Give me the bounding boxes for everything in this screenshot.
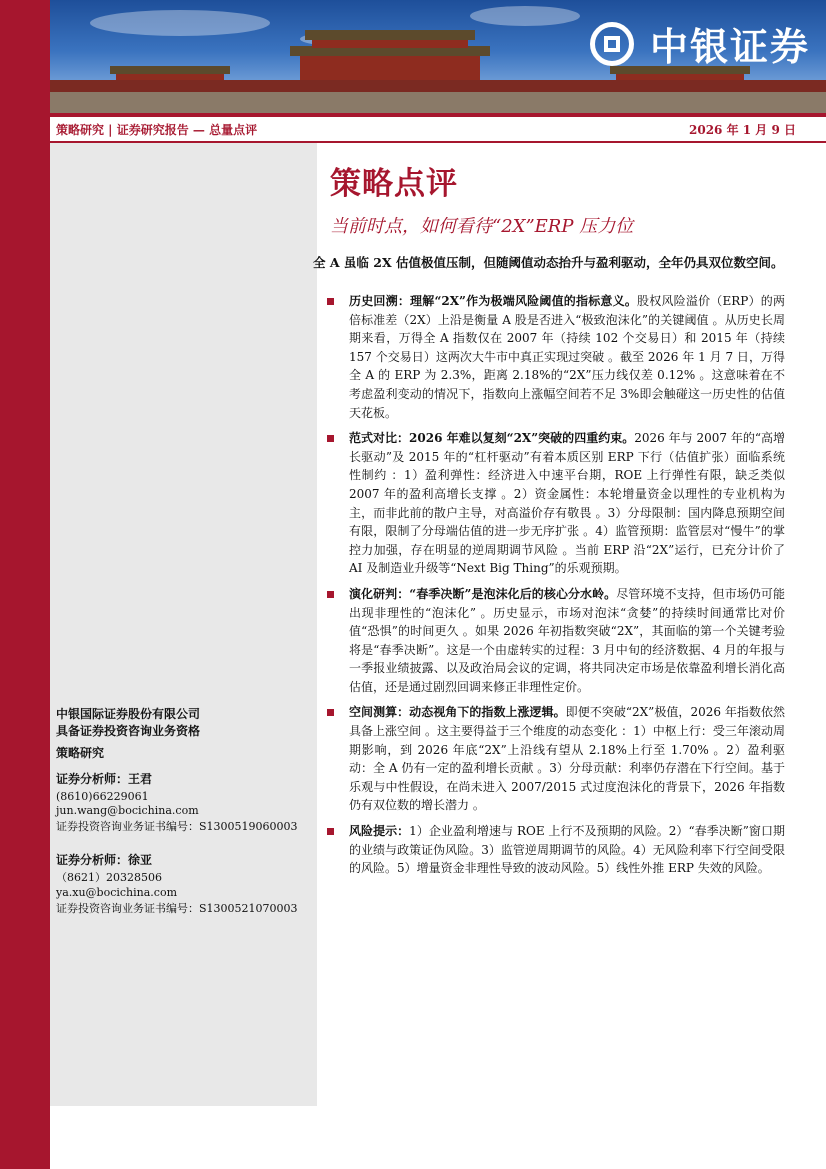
list-item: [325, 822, 785, 878]
palace-roof: [110, 66, 230, 74]
bullet-body: 股权风险溢价（ERP）的两倍标准差（2X）上沿是衡量 A 股是否进入“极致泡沫化”的关键阈值 。从历史长周期来看，万得全 A 指数仅在 2007 年（持续 102 个交易日）和 2015 年（持续 157 个交易日）这两次大牛市中真正实现过突破 。截至 2026 年 1 月 7 日，万得全 A 的 ERP 为 2.3%，距离 2.18%的“2X”压力线仅差 0.12% 。这意味着在不考虑盈利变动的情况下，指数向上涨幅空间若不足 3%即会触碰这一历史性的估值天花板。: [349, 294, 785, 420]
analyst-title: 证券分析师：徐亚: [56, 853, 153, 867]
bullet-lead: 风险提示：: [349, 824, 410, 839]
bullet-lead: 历史回溯：理解“2X”作为极端风险阈值的指标意义。: [349, 294, 638, 308]
report-title: 策略点评: [330, 166, 458, 202]
report-summary: 全 A 虽临 2X 估值极值压制，但随阈值动态抬升与盈利驱动，全年仍具双位数空间。: [313, 255, 784, 270]
company-qualification: 具备证券投资咨询业务资格: [56, 724, 201, 738]
palace-plaza: [50, 92, 826, 113]
cloud-shape: [470, 6, 580, 26]
cloud-shape: [90, 10, 270, 36]
bullet-body: 1）企业盈利增速与 ROE 上行不及预期的风险。2）“春季决断”窗口期的业绩与政策证伪风险。3）监管逆周期调节的风险。4）无风险利率下行空间受限的风险。5）增量资金非理性导致的波动风险。5）线性外推 ERP 失效的风险。: [349, 824, 785, 876]
palace-hall: [300, 56, 480, 82]
company-name: 中银国际证券股份有限公司: [56, 707, 201, 721]
boc-logo-icon: [590, 22, 634, 66]
brand-logo-text: 中银证券: [650, 25, 811, 69]
bullet-lead: 空间测算：动态视角下的指数上涨逻辑。: [349, 705, 566, 720]
analyst-sidebar: [50, 143, 317, 1106]
header-banner: [50, 0, 826, 113]
analyst-phone: (8610)66229061: [56, 790, 149, 803]
report-date: 2026 年 1 月 9 日: [689, 123, 796, 137]
bullet-square-icon: [327, 298, 334, 305]
bullet-square-icon: [327, 828, 334, 835]
list-item: [325, 703, 785, 815]
analyst-email[interactable]: ya.xu@bocichina.com: [56, 886, 178, 899]
bullet-body: 2026 年与 2007 年的“高增长驱动”及 2015 年的“杠杆驱动”有着本质区别 ERP 下行（估值扩张）面临系统性制约 ：1）盈利弹性：经济进入中速平台期，ROE 上行弹性有限，缺乏类似 2007 年的盈利高增长支撑 。2）资金属性：本轮增量资金以理性的专业机构为主，而非此前的散户主导，对高溢价存有敬畏 。3）分母限制：国内降息预期空间有限，限制了分母端估值的进一步无序扩张 。4）监管预期：监管层对“慢牛”的掌控力加强，存在明显的逆周期调节风险 。当前 ERP 沿“2X”运行，已充分计价了 AI 及制造业升级等“Next Big Thing”的乐观预期。: [349, 431, 785, 576]
department: 策略研究: [56, 746, 105, 760]
bullet-body: 尽管环境不支持，但市场仍可能出现非理性的“泡沫化” 。历史显示，市场对泡沫“贪婪”的持续时间通常比对价值“恐惧”的时间更久 。如果 2026 年初指数突破“2X”，其面临的第一个关键考验将是“春季决断”。这是一个由虚转实的过程：3 月中旬的经济数据、4 月的年报与一季报业绩披露、以及政治局会议的定调，将共同决定市场是依靠盈利增长消化高估值，还是通过剧烈回调来修正非理性定价。: [349, 586, 785, 694]
bullet-square-icon: [327, 435, 334, 442]
report-meta-bar: [50, 117, 826, 141]
bullet-square-icon: [327, 591, 334, 598]
analyst-cert: 证券投资咨询业务证书编号：S1300521070003: [56, 902, 298, 915]
report-category: 策略研究 | 证券研究报告 — 总量点评: [56, 123, 258, 137]
bullet-lead: 范式对比：2026 年难以复刻“2X”突破的四重约束。: [349, 431, 635, 446]
list-item: [325, 585, 785, 697]
palace-hall: [312, 40, 468, 48]
analyst-email[interactable]: jun.wang@bocichina.com: [56, 804, 199, 817]
bullet-body: 即便不突破“2X”极值，2026 年指数依然具备上涨空间 。这主要得益于三个维度的动态变化 ：1）中枢上行：受三年滚动周期影响，到 2026 年底“2X”上沿线有望从 2.18%上行至 1.70% 。2）盈利驱动：全 A 仍有一定的盈利增长贡献 。3）分母贡献：利率仍存潜在下行空间。基于乐观与中性假设，在尚未进入 2007/2015 式过度泡沫化的背景下，2026 年指数仍有双位数的增长潜力 。: [349, 705, 785, 813]
report-subtitle: 当前时点，如何看待“2X”ERP 压力位: [330, 216, 634, 237]
list-item: [325, 429, 785, 578]
bullet-square-icon: [327, 709, 334, 716]
palace-roof: [305, 30, 475, 40]
bullet-lead: 演化研判：“春季决断”是泡沫化后的核心分水岭。: [349, 586, 617, 601]
analyst-phone: （8621）20328506: [56, 871, 162, 884]
list-item: [325, 292, 785, 422]
analyst-cert: 证券投资咨询业务证书编号：S1300519060003: [56, 820, 298, 833]
key-points-list: [325, 292, 785, 885]
left-accent-bar: [0, 0, 50, 1169]
analyst-title: 证券分析师：王君: [56, 772, 153, 786]
